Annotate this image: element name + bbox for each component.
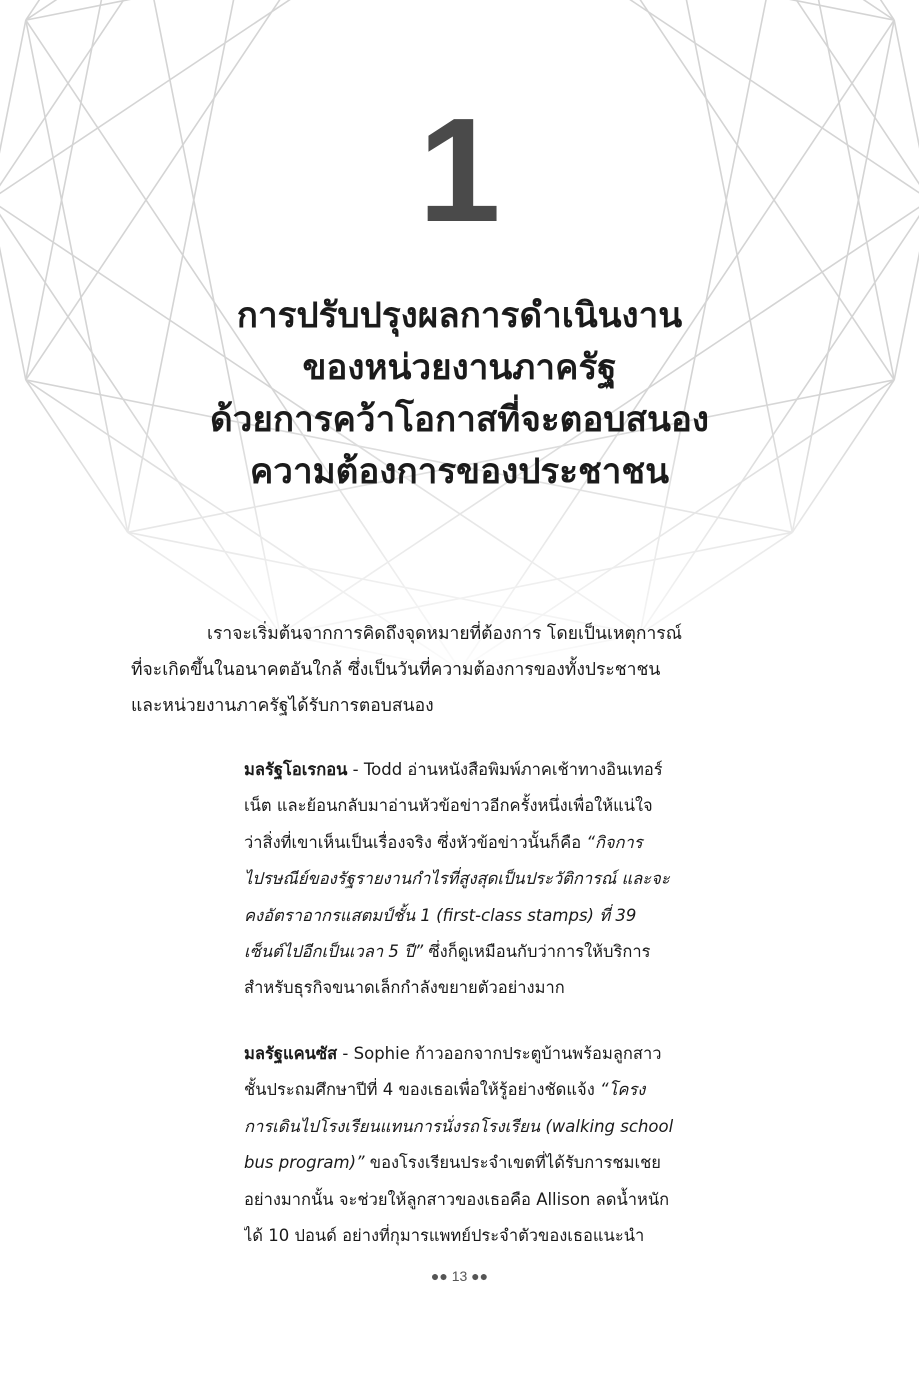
state-name: มลรัฐแคนซัส: [244, 1044, 338, 1063]
text-run: ชั้นประถมศึกษาปีที่ 4 ของเธอเพื่อให้รู้อย่างชัดแจ้ง: [244, 1080, 600, 1100]
intro-paragraph: [131, 616, 791, 724]
chapter-title-line: การปรับปรุงผลการดำเนินงาน: [236, 296, 683, 336]
paragraph-line: [244, 970, 794, 1006]
italic-run: “กิจการ: [586, 832, 643, 852]
paragraph-line: [244, 752, 794, 788]
scenario-kansas: [244, 1036, 794, 1254]
italic-run: เซ็นต์ไปอีกเป็นเวลา 5 ปี”: [244, 942, 424, 962]
paragraph-line: [244, 1218, 794, 1254]
paragraph-line: [244, 825, 794, 861]
paragraph-line: [244, 898, 794, 934]
text-run: อย่างมากนั้น จะช่วยให้ลูกสาวของเธอคือ Allison ลดน้ำหนัก: [244, 1189, 670, 1209]
state-name: มลรัฐโอเรกอน: [244, 760, 348, 779]
paragraph-line: [244, 788, 794, 824]
italic-run: ไปรษณีย์ของรัฐรายงานกำไรที่สูงสุดเป็นประวัติการณ์ และจะ: [244, 869, 670, 889]
chapter-title-line: ด้วยการคว้าโอกาสที่จะตอบสนอง: [209, 400, 710, 440]
italic-run: คงอัตราอากรแสตมป์ชั้น 1 (first-class stamps) ที่ 39: [244, 905, 637, 925]
text-run: ว่าสิ่งที่เขาเห็นเป็นเรื่องจริง ซึ่งหัวข้อข่าวนั้นก็คือ: [244, 832, 587, 852]
paragraph-line: [244, 1145, 794, 1181]
text-run: - Todd อ่านหนังสือพิมพ์ภาคเช้าทางอินเทอร์: [347, 760, 663, 779]
chapter-title: [0, 290, 919, 498]
italic-run: การเดินไปโรงเรียนแทนการนั่งรถโรงเรียน (walking school: [244, 1116, 674, 1136]
paragraph-line: เราจะเริ่มต้นจากการคิดถึงจุดหมายที่ต้องการ โดยเป็นเหตุการณ์: [207, 624, 682, 644]
chapter-title-line: ของหน่วยงานภาครัฐ: [302, 348, 617, 388]
paragraph-line: [244, 1182, 794, 1218]
paragraph-line: [244, 1036, 794, 1072]
chapter-title-line: ความต้องการของประชาชน: [249, 452, 670, 492]
text-run: - Sophie ก้าวออกจากประตูบ้านพร้อมลูกสาว: [337, 1044, 662, 1063]
italic-run: “โครง: [600, 1080, 646, 1100]
text-run: ของโรงเรียนประจำเขตที่ได้รับการชมเชย: [364, 1153, 661, 1173]
page-number: ●● 13 ●●: [430, 1268, 489, 1284]
paragraph-line: [244, 1109, 794, 1145]
text-run: เน็ต และย้อนกลับมาอ่านหัวข้อข่าวอีกครั้งหนึ่งเพื่อให้แน่ใจ: [244, 796, 653, 816]
paragraph-line: และหน่วยงานภาครัฐได้รับการตอบสนอง: [131, 696, 434, 716]
paragraph-line: [244, 861, 794, 897]
italic-run: bus program)”: [244, 1153, 365, 1173]
chapter-number: 1: [418, 88, 501, 253]
text-run: ได้ 10 ปอนด์ อย่างที่กุมารแพทย์ประจำตัวของเธอแนะนำ: [244, 1226, 645, 1246]
paragraph-line: [244, 934, 794, 970]
paragraph-line: ที่จะเกิดขึ้นในอนาคตอันใกล้ ซึ่งเป็นวันที่ความต้องการของทั้งประชาชน: [131, 660, 661, 680]
paragraph-line: [244, 1072, 794, 1108]
scenario-oregon: [244, 752, 794, 1007]
text-run: สำหรับธุรกิจขนาดเล็กกำลังขยายตัวอย่างมาก: [244, 978, 565, 998]
text-run: ซึ่งก็ดูเหมือนกับว่าการให้บริการ: [423, 942, 651, 962]
